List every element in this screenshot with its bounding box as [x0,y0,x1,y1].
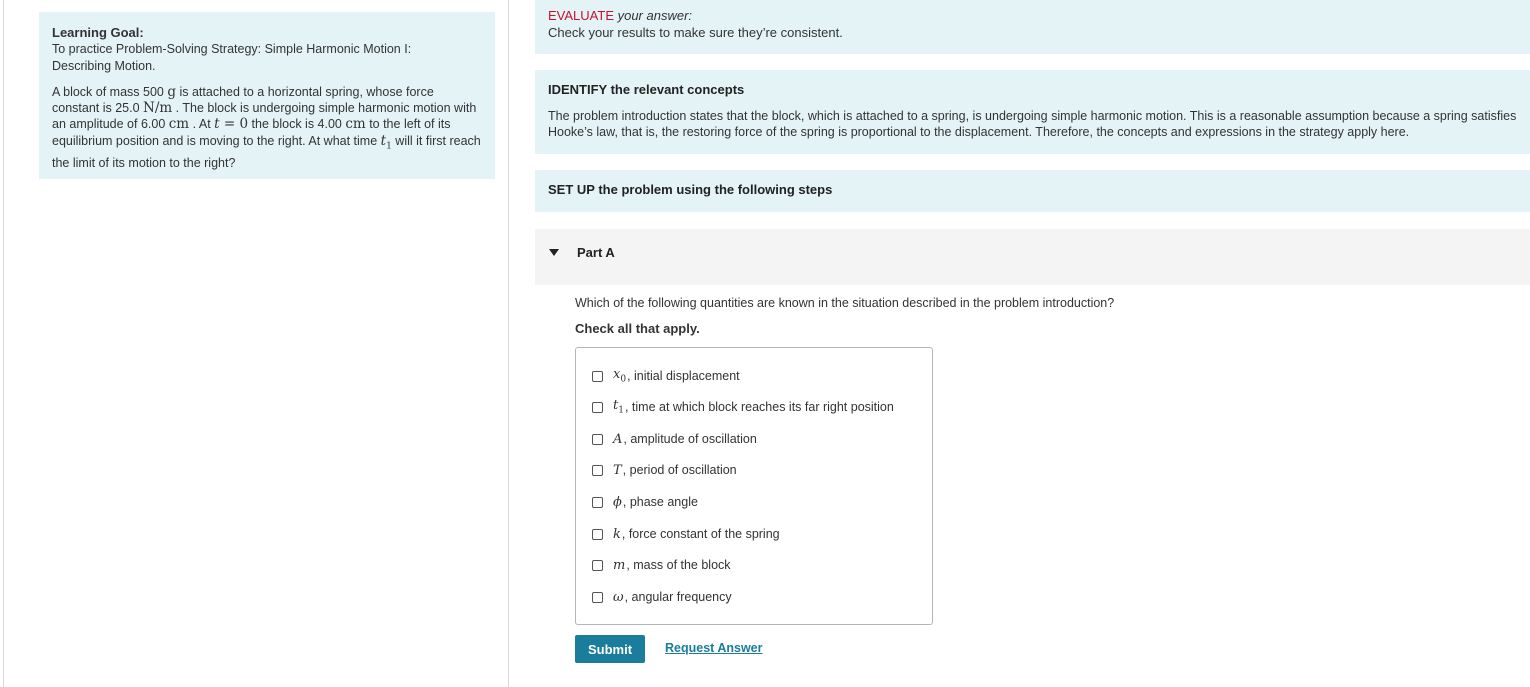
symbol-letter: t [613,398,619,414]
unit-cm: cm [168,116,190,133]
option-symbol: T [613,462,622,478]
column-divider [508,0,509,687]
learning-goal-text [52,41,482,74]
options-box [575,347,933,625]
unit-n-per-m: N/m [143,100,173,117]
problem-statement [52,84,482,171]
math-t: t [214,116,220,133]
unit-g: g [167,83,176,100]
symbol-letter: x [613,367,621,383]
unit-cm: cm [345,116,366,133]
math-t1 [380,132,392,152]
option-label: , angular frequency [624,590,732,604]
option-label: , force constant of the spring [621,527,780,541]
problem-text: to the left of its equilibrium position and is moving to the right. At what time [52,117,451,148]
option-angular-frequency[interactable] [592,588,732,606]
option-label: , mass of the block [626,558,731,572]
identify-line2: Hooke’s law, that is, the restoring force of the spring is proportional to the displacement. Therefore, the concepts and expressions in the strategy apply here. [548,125,1410,139]
symbol-subscript: 0 [620,374,627,385]
part-a-title: Part A [577,245,615,260]
checkbox[interactable] [592,529,603,540]
identify-line1: The problem introduction states that the block, which is attached to a spring, is undergoing simple harmonic motion. This is a reasonable assumption because a spring satisfies [548,109,1517,123]
submit-button[interactable]: Submit [575,635,645,663]
identify-heading: IDENTIFY the relevant concepts [548,82,745,97]
identify-section [535,70,1530,154]
problem-text: is attached to a horizontal spring, whose force constant is 25.0 [52,84,434,116]
math-equals-zero: = 0 [219,116,249,133]
learning-goal-line2: Describing Motion. [52,58,156,73]
problem-text: . At [189,117,215,132]
option-mass[interactable] [592,556,731,574]
checkbox[interactable] [592,592,603,603]
evaluate-subtitle: your answer: [613,8,693,23]
option-amplitude[interactable] [592,430,757,448]
learning-goal-title: Learning Goal: [52,25,144,40]
checkbox[interactable] [592,560,603,571]
problem-text: . The block is undergoing simple harmonic motion with an amplitude of 6.00 [52,101,477,132]
checkbox[interactable] [592,434,603,445]
evaluate-heading [548,8,1530,25]
option-symbol: m [613,557,626,573]
option-symbol: k [613,526,621,542]
option-label: , period of oscillation [622,463,737,477]
option-time-far-right[interactable] [592,398,894,416]
checkbox[interactable] [592,465,603,476]
option-symbol: ϕ [613,494,622,510]
option-force-constant[interactable] [592,525,780,543]
problem-text: A block of mass 500 [52,84,168,99]
part-a-instruction: Check all that apply. [575,321,700,336]
checkbox[interactable] [592,371,603,382]
option-initial-displacement[interactable] [592,367,740,385]
option-symbol [613,398,624,416]
part-a-header[interactable] [535,229,1530,285]
checkbox[interactable] [592,497,603,508]
option-symbol: ω [613,589,624,605]
symbol-subscript: 1 [618,405,624,416]
option-phase-angle[interactable] [592,493,698,511]
left-border [3,0,4,687]
learning-goal-panel [39,12,495,179]
learning-goal-line1: To practice Problem-Solving Strategy: Simple Harmonic Motion I: [52,42,412,57]
setup-section [535,170,1530,212]
evaluate-label: EVALUATE [548,8,614,23]
option-symbol [613,367,626,385]
math-t1-symbol: t [380,132,387,149]
caret-down-icon[interactable] [549,249,559,256]
problem-text: the block is 4.00 [248,117,346,132]
option-symbol: A [613,431,623,447]
part-a-question: Which of the following quantities are known in the situation described in the problem introduction? [575,296,1115,310]
option-label: , time at which block reaches its far right position [624,400,894,414]
option-label: , phase angle [622,495,698,509]
option-label: , initial displacement [627,369,740,383]
identify-body [548,108,1530,140]
math-t1-subscript: 1 [386,141,392,152]
setup-heading: SET UP the problem using the following steps [548,182,833,197]
problem-text: will it first reach the limit of its motion to the right? [52,133,481,170]
evaluate-body: Check your results to make sure they’re consistent. [548,24,843,40]
option-period[interactable] [592,461,737,479]
option-label: , amplitude of oscillation [623,432,757,446]
request-answer-link[interactable]: Request Answer [665,641,763,655]
evaluate-section [535,0,1530,54]
checkbox[interactable] [592,402,603,413]
